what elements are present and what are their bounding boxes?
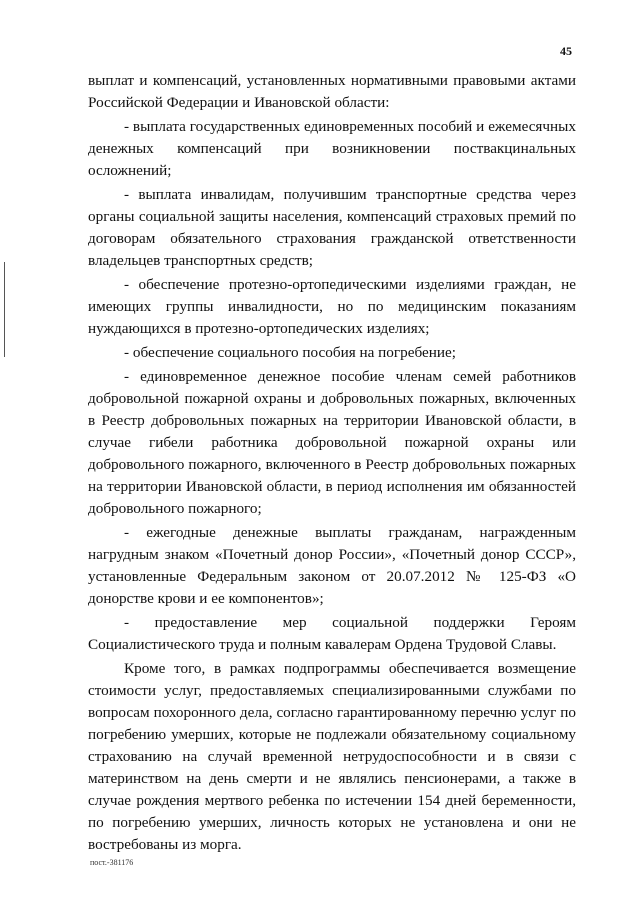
list-item-donor-payments: - ежегодные денежные выплаты гражданам, награжденным нагрудным знаком «Почетный донор России», «Почетный донор СССР», установленные Федеральным законом от 20.07.2012 № 125-ФЗ «О донорстве крови и ее компонентов»; bbox=[88, 524, 576, 607]
paragraph-intro-continuation: выплат и компенсаций, установленных нормативными правовыми актами Российской Федерации и Ивановской области: bbox=[88, 72, 576, 111]
document-body bbox=[88, 70, 576, 856]
list-item-firefighter-family-allowance: - единовременное денежное пособие членам семей работников добровольной пожарной охраны и добровольных пожарных, включенных в Реестр добровольных пожарных на территории Ивановской области, в случае гибели работника добровольной пожарной охраны или добровольного пожарного, включенного в Реестр добровольных пожарных на территории Ивановской области, в период исполнения им обязанностей добровольного пожарного; bbox=[88, 368, 576, 517]
list-item-heroes-support: - предоставление мер социальной поддержки Героям Социалистического труда и полным кавалерам Ордена Трудовой Славы. bbox=[88, 614, 576, 653]
page-number: 45 bbox=[560, 44, 572, 58]
list-item-prosthetic-supply: - обеспечение протезно-ортопедическими изделиями граждан, не имеющих группы инвалидности, но по медицинским показаниям нуждающихся в протезно-ортопедических изделиях; bbox=[88, 276, 576, 337]
list-item-vaccination-benefits: - выплата государственных единовременных пособий и ежемесячных денежных компенсаций при возникновении поствакцинальных осложнений; bbox=[88, 118, 576, 179]
footer-document-code: пост.-381176 bbox=[90, 858, 134, 867]
paragraph-funeral-services: Кроме того, в рамках подпрограммы обеспечивается возмещение стоимости услуг, предоставляемых специализированными службами по вопросам похоронного дела, согласно гарантированному перечню услуг по погребению умерших, которые не подлежали обязательному социальному страхованию на случай временной нетрудоспособности и в связи с материнством на день смерти и не являлись пенсионерами, а также в случае рождения мертвого ребенка по истечении 154 дней беременности, по погребению умерших, личность которых не установлена и они не востребованы из морга. bbox=[88, 660, 576, 853]
scan-edge-line bbox=[4, 262, 5, 357]
list-item-burial-allowance: - обеспечение социального пособия на погребение; bbox=[124, 344, 456, 361]
list-item-disabled-insurance-compensation: - выплата инвалидам, получившим транспортные средства через органы социальной защиты населения, компенсаций страховых премий по договорам обязательного страхования гражданской ответственности владельцев транспортных средств; bbox=[88, 186, 576, 269]
